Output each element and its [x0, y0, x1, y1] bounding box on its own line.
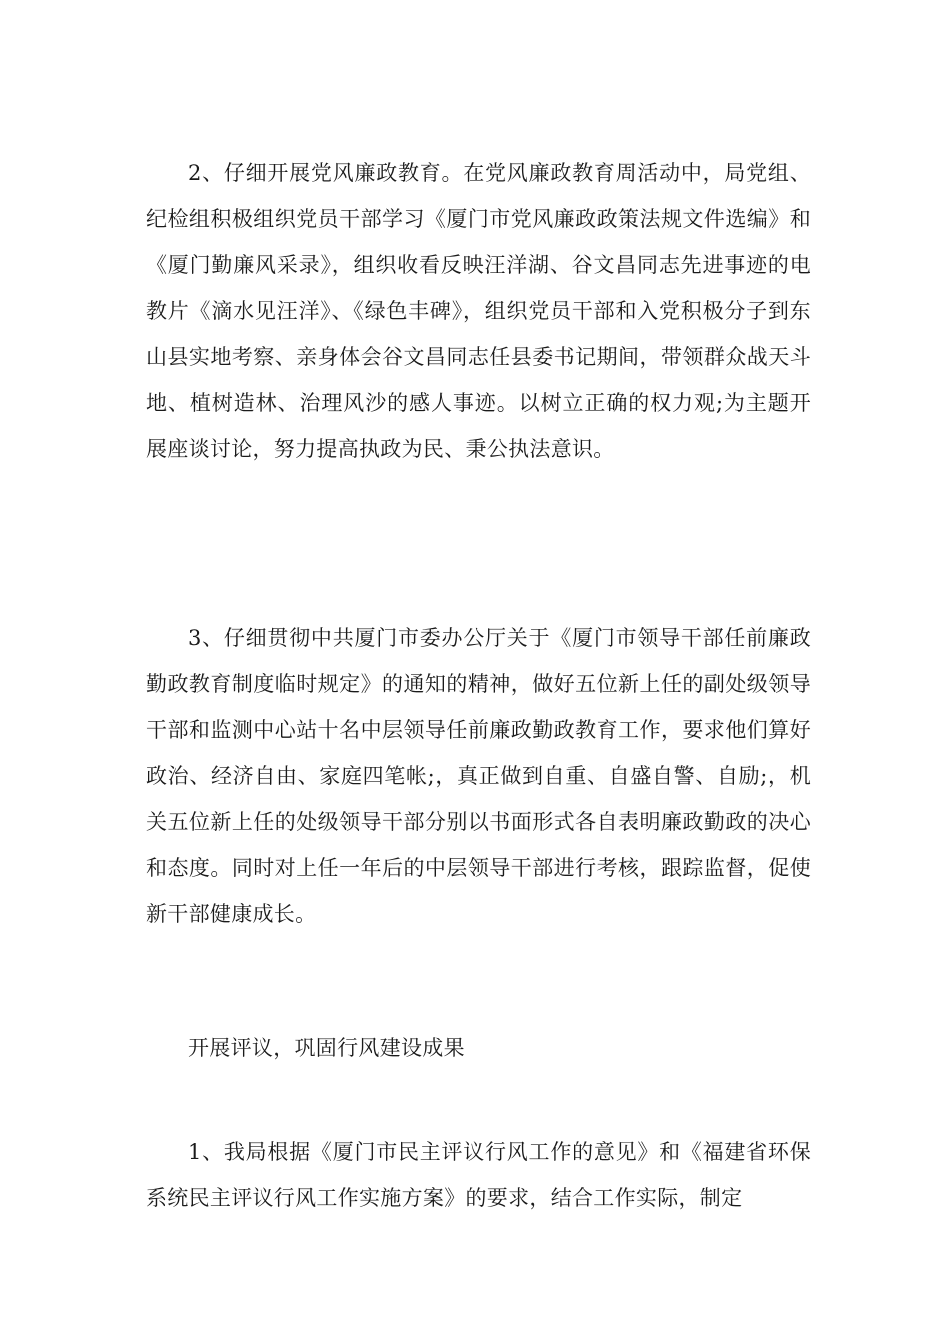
paragraph-pre-appointment: 3、仔细贯彻中共厦门市委办公厅关于《厦门市领导干部任前廉政勤政教育制度临时规定》的通知的精神，做好五位新上任的副处级领导干部和监测中心站十名中层领导任前廉政勤政教育工作，要求他们算好政治、经济自由、家庭四笔帐;，真正做到自重、自盛自警、自励;，机关五位新上任的处级领导干部分别以书面形式各自表明廉政勤政的决心和态度。同时对上任一年后的中层领导干部进行考核，跟踪监督，促使新干部健康成长。: [146, 626, 811, 926]
paragraph-education: 2、仔细开展党风廉政教育。在党风廉政教育周活动中，局党组、纪检组积极组织党员干部学习《厦门市党风廉政政策法规文件选编》和《厦门勤廉风采录》，组织收看反映汪洋湖、谷文昌同志先进事迹的电教片《滴水见汪洋》、《绿色丰碑》，组织党员干部和入党积极分子到东山县实地考察、亲身体会谷文昌同志任县委书记期间，带领群众战天斗地、植树造林、治理风沙的感人事迹。以树立正确的权力观;为主题开展座谈讨论，努力提高执政为民、秉公执法意识。: [146, 161, 811, 461]
section-heading: 开展评议，巩固行风建设成果: [188, 1036, 465, 1060]
paragraph-evaluation: 1、我局根据《厦门市民主评议行风工作的意见》和《福建省环保系统民主评议行风工作实施方案》的要求，结合工作实际，制定: [146, 1140, 811, 1210]
